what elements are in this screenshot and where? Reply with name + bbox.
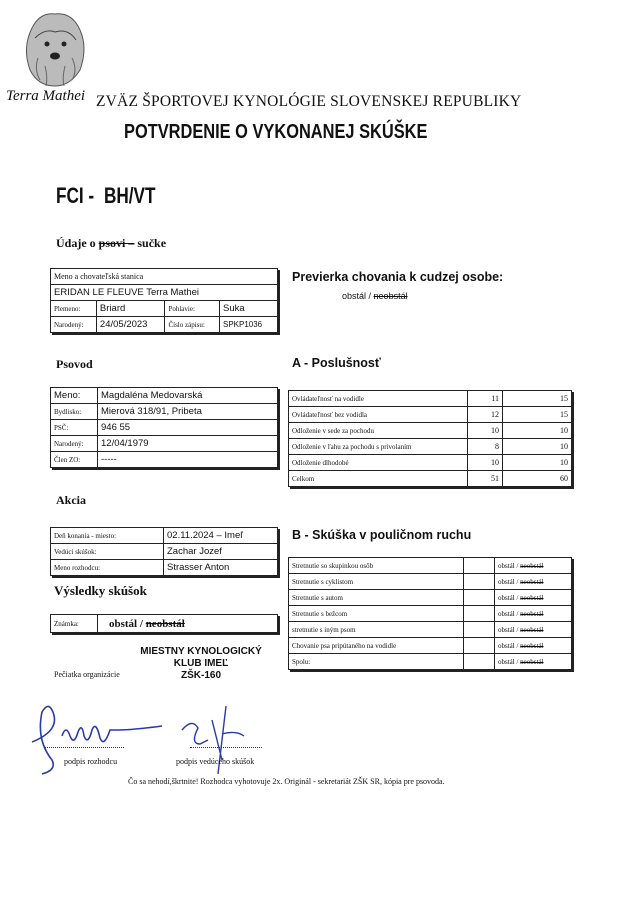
judge: Strasser Anton [164,560,278,576]
handler-name: Magdaléna Medovarská [98,388,278,404]
sex-label: Pohlavie: [165,301,220,317]
traffic-result [495,574,572,590]
obedience-max: 60 [503,471,572,487]
obedience-exercise: Odloženie dlhodobé [289,455,468,471]
dog-born: 24/05/2023 [96,317,165,333]
traffic-row [289,654,572,670]
behavior-result [342,291,408,301]
judge-label: Meno rozhodcu: [51,560,164,576]
fci-prefix: FCI - [56,183,95,208]
traffic-result [495,558,572,574]
traffic-row [289,622,572,638]
zip: 946 55 [98,420,278,436]
leader-signature-label: podpis vedúceho skúšok [176,757,255,766]
stamp-line2: KLUB IMEĽ [173,658,229,669]
traffic-fail: neobstál [520,593,544,602]
obedience-row [289,471,572,487]
handler-table [50,387,278,468]
obedience-score: 51 [468,471,503,487]
obedience-max: 10 [503,455,572,471]
traffic-row [289,606,572,622]
judge-signature-line [44,747,124,748]
traffic-pass: obstál / [498,657,519,666]
traffic-pass: obstál / [498,625,519,634]
grade-label: Známka: [51,615,98,633]
traffic-exercise: Chovanie psa pripútaného na vodidle [289,638,464,654]
grade-value [98,615,278,633]
traffic-exercise: Stretnutie s cyklistom [289,574,464,590]
signature-scribbles [22,700,262,780]
results-table [50,614,278,633]
behavior-pass: obstál / [342,291,372,301]
obedience-score: 12 [468,407,503,423]
traffic-mark [464,638,495,654]
dog-table [50,268,278,333]
obedience-row [289,455,572,471]
event-date: 02.11.2024 – Imeľ [164,528,278,544]
traffic-result [495,606,572,622]
traffic-mark [464,590,495,606]
traffic-mark [464,606,495,622]
traffic-heading: B - Skúška v pouličnom ruchu [292,528,472,542]
stamp-line1: MIESTNY KYNOLOGICKÝ [140,646,262,657]
traffic-exercise: Stretnutie s bežcom [289,606,464,622]
exam-code: BH/VT [104,183,156,208]
dog-heading-prefix: Údaje o [56,236,96,250]
dog-name: ERIDAN LE FLEUVE Terra Mathei [51,285,278,301]
traffic-pass: obstál / [498,561,519,570]
results-heading: Výsledky skúšok [54,583,147,598]
traffic-pass: obstál / [498,609,519,618]
obedience-score: 11 [468,391,503,407]
traffic-fail: neobstál [520,641,544,650]
reg-label: Číslo zápisu: [165,317,220,333]
traffic-mark [464,654,495,670]
document-title: POTVRDENIE O VYKONANEJ SKÚŠKE [124,121,428,143]
traffic-fail: neobstál [520,625,544,634]
traffic-exercise: stretnutie s iným psom [289,622,464,638]
member: ----- [98,452,278,468]
obedience-row [289,423,572,439]
obedience-max: 10 [503,439,572,455]
traffic-fail: neobstál [520,561,544,570]
obedience-exercise: Ovládateľnosť bez vodidla [289,407,468,423]
traffic-mark [464,558,495,574]
handler-born: 12/04/1979 [98,436,278,452]
breed: Briard [96,301,165,317]
traffic-fail: neobstál [520,609,544,618]
behavior-fail: neobstál [373,291,408,301]
traffic-mark [464,622,495,638]
footer-note: Čo sa nehodí,škrtnite! Rozhodca vyhotovuje 2x. Originál - sekretariát ZŠK SR, kópia pre psovoda. [128,777,445,786]
dog-heading [56,236,166,251]
leader-signature-line [190,747,262,748]
club-stamp [136,646,266,682]
traffic-result [495,590,572,606]
breed-label: Plemeno: [51,301,97,317]
traffic-result [495,622,572,638]
reg-number: SPKP1036 [219,317,277,333]
obedience-exercise: Odloženie v sede za pochodu [289,423,468,439]
stamp-line3: ZŠK-160 [180,670,221,681]
judge-signature-label: podpis rozhodcu [64,757,118,766]
org-name: ZVÄZ ŠPORTOVEJ KYNOLÓGIE SLOVENSKEJ REPUBLIKY [96,93,522,110]
traffic-result [495,654,572,670]
address-label: Bydlisko: [51,404,98,420]
logo-text: Terra Mathei [6,88,86,104]
obedience-exercise: Odloženie v ľahu za pochodu s privolaním [289,439,468,455]
traffic-exercise: Stretnutie s autom [289,590,464,606]
dog-name-label: Meno a chovateľská stanica [51,269,278,285]
obedience-max: 10 [503,423,572,439]
leader: Zachar Jozef [164,544,278,560]
zip-label: PSČ: [51,420,98,436]
handler-heading: Psovod [56,357,93,371]
obedience-row [289,407,572,423]
obedience-max: 15 [503,407,572,423]
obedience-row [289,391,572,407]
obedience-score: 10 [468,455,503,471]
obedience-score: 10 [468,423,503,439]
handler-born-label: Narodený: [51,436,98,452]
grade-pass: obstál / [109,617,143,630]
traffic-mark [464,574,495,590]
grade-fail: neobstál [145,617,185,630]
dog-heading-strike: psovi – [98,236,135,250]
traffic-row [289,590,572,606]
traffic-row [289,558,572,574]
traffic-fail: neobstál [520,657,544,666]
event-table [50,527,278,576]
stamp-label: Pečiatka organizácie [54,670,120,679]
handler-name-label: Meno: [51,388,98,404]
traffic-pass: obstál / [498,641,519,650]
obedience-table [288,390,572,487]
sex: Suka [219,301,277,317]
behavior-heading: Previerka chovania k cudzej osobe: [292,270,504,284]
date-label: Deň konania - miesto: [51,528,164,544]
obedience-score: 8 [468,439,503,455]
member-label: Člen ZO: [51,452,98,468]
traffic-pass: obstál / [498,593,519,602]
obedience-max: 15 [503,391,572,407]
obedience-heading: A - Poslušnosť [292,356,381,370]
obedience-exercise: Celkom [289,471,468,487]
traffic-fail: neobstál [520,577,544,586]
traffic-exercise: Spolu: [289,654,464,670]
traffic-row [289,574,572,590]
obedience-row [289,439,572,455]
event-heading: Akcia [56,493,86,507]
traffic-exercise: Stretnutie so skupinkou osôb [289,558,464,574]
traffic-pass: obstál / [498,577,519,586]
traffic-result [495,638,572,654]
address: Mierová 318/91, Pribeta [98,404,278,420]
leader-label: Vedúci skúšok: [51,544,164,560]
traffic-table [288,557,572,670]
dog-logo-image [10,8,100,90]
dog-born-label: Narodený: [51,317,97,333]
traffic-row [289,638,572,654]
obedience-exercise: Ovládateľnosť na vodidle [289,391,468,407]
dog-heading-suffix: sučke [137,236,167,250]
